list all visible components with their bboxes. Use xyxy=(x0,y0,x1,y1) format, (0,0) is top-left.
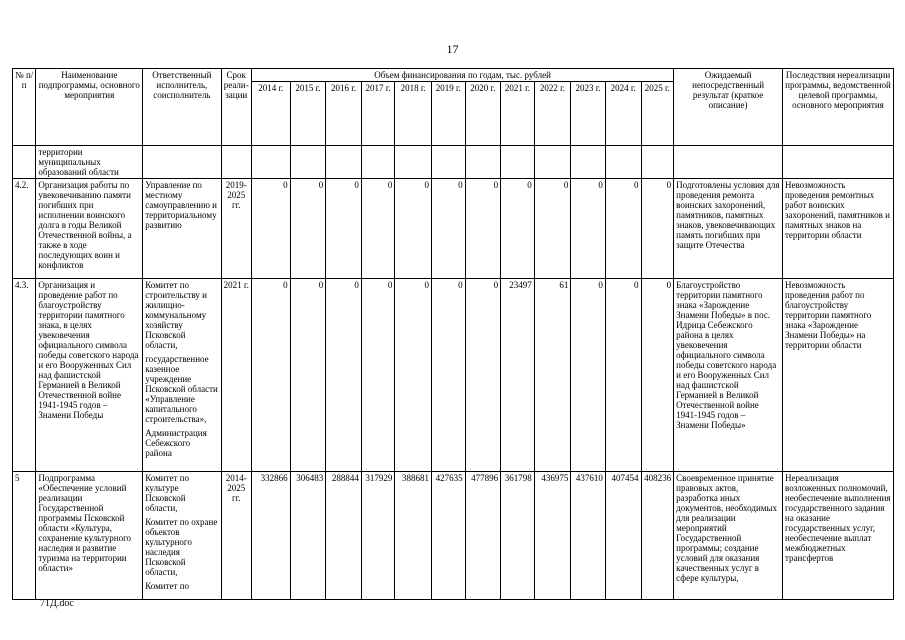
funding-value: 0 xyxy=(501,179,535,279)
row-executors xyxy=(143,279,221,472)
header-result: Ожидаемый непосредственный результат (краткое описание) xyxy=(674,69,783,146)
row-term: 2019-2025 гг. xyxy=(221,179,252,279)
funding-value: 0 xyxy=(534,179,571,279)
header-funding: Объем финансирования по годам, тыс. рублей xyxy=(252,69,674,82)
funding-value: 0 xyxy=(641,279,674,472)
row-consequences: Невозможность проведения работ по благоустройству территории памятного знака «Зарождение Знамени Победы» на территории области xyxy=(783,279,894,472)
funding-value: 408236 xyxy=(641,472,674,600)
funding-value xyxy=(501,146,535,179)
row-executors xyxy=(143,146,221,179)
row-term: 2021 г. xyxy=(221,279,252,472)
funding-value: 0 xyxy=(290,179,326,279)
header-executor: Ответственный исполнитель, соисполнитель xyxy=(143,69,221,146)
funding-value: 306483 xyxy=(290,472,326,600)
table-row xyxy=(13,472,894,600)
funding-value: 288844 xyxy=(326,472,362,600)
row-result: Благоустройство территории памятного знака «Зарождение Знамени Победы» в пос. Идрица Себежского района в целях увековечения официального символа победы советского народа и его Вооруженных Сил над фашистской Германией в Великой Отечественной войне 1941-1945 годов – Знамени Победы» xyxy=(674,279,783,472)
funding-value: 0 xyxy=(252,179,291,279)
funding-value: 388681 xyxy=(395,472,432,600)
funding-value: 427635 xyxy=(432,472,466,600)
executor-entry: Комитет по охране объектов культурного наследия Псковской области, xyxy=(145,517,218,577)
row-result: Подготовлены условия для проведения ремонта воинских захоронений, памятников, памятных знаков, увековечивающих память погибших при защите Отечества xyxy=(674,179,783,279)
funding-value xyxy=(571,146,606,179)
funding-value xyxy=(395,146,432,179)
funding-value: 0 xyxy=(571,179,606,279)
funding-value: 361798 xyxy=(501,472,535,600)
row-number: 4.3. xyxy=(13,279,36,472)
executor-entry: Комитет по культуре Псковской области, xyxy=(145,473,190,513)
table-row xyxy=(13,279,894,472)
funding-value: 0 xyxy=(641,179,674,279)
funding-value: 0 xyxy=(395,279,432,472)
funding-value xyxy=(290,146,326,179)
executor-entry: Комитет по строительству и жилищно-коммунальному хозяйству Псковской области, xyxy=(145,280,208,350)
page-number: 17 xyxy=(446,42,459,56)
funding-value xyxy=(361,146,395,179)
header-year: 2025 г. xyxy=(641,82,674,146)
funding-value: 332866 xyxy=(252,472,291,600)
header-year: 2024 г. xyxy=(605,82,641,146)
funding-value xyxy=(641,146,674,179)
row-result xyxy=(674,146,783,179)
funding-value xyxy=(605,146,641,179)
footer-filename: 71Д.doc xyxy=(40,598,74,609)
table-row xyxy=(13,179,894,279)
executor-entry: государственное казенное учреждение Псковской области «Управление капитального строительства», xyxy=(145,354,218,424)
funding-value: 0 xyxy=(605,179,641,279)
header-year: 2023 г. xyxy=(571,82,606,146)
header-year: 2018 г. xyxy=(395,82,432,146)
header-year: 2014 г. xyxy=(252,82,291,146)
row-consequences xyxy=(783,146,894,179)
funding-value: 0 xyxy=(395,179,432,279)
header-term: Срок реали-зации xyxy=(221,69,252,146)
funding-value: 0 xyxy=(361,279,395,472)
funding-value: 0 xyxy=(432,279,466,472)
row-number xyxy=(13,146,36,179)
executor-entry: Управление по местному самоуправлению и территориальному развитию xyxy=(145,180,217,230)
row-executors xyxy=(143,179,221,279)
funding-value: 0 xyxy=(326,179,362,279)
row-result: Своевременное принятие правовых актов, разработка иных документов, необходимых для реализации мероприятий Государственной программы; создание условий для оказания качественных услуг в сфере культуры, xyxy=(674,472,783,600)
funding-value: 0 xyxy=(361,179,395,279)
row-executors xyxy=(143,472,221,600)
header-year: 2022 г. xyxy=(534,82,571,146)
row-term xyxy=(221,146,252,179)
row-number: 4.2. xyxy=(13,179,36,279)
program-table xyxy=(12,68,894,600)
row-name: Организация работы по увековечиванию памяти погибших при исполнении воинского долга в годы Великой Отечественной войны, а также в ходе последующих воин и конфликтов xyxy=(36,179,143,279)
funding-value: 0 xyxy=(571,279,606,472)
row-name: территории муниципальных образований области xyxy=(36,146,143,179)
funding-value xyxy=(252,146,291,179)
funding-value xyxy=(326,146,362,179)
funding-value: 0 xyxy=(290,279,326,472)
header-year: 2015 г. xyxy=(290,82,326,146)
row-number: 5 xyxy=(13,472,36,600)
funding-value: 61 xyxy=(534,279,571,472)
funding-value xyxy=(534,146,571,179)
funding-value: 0 xyxy=(465,279,501,472)
funding-value: 477896 xyxy=(465,472,501,600)
funding-value: 0 xyxy=(432,179,466,279)
funding-value: 0 xyxy=(326,279,362,472)
row-consequences: Невозможность проведения ремонтных работ воинских захоронений, памятников и памятных знаков на территории области xyxy=(783,179,894,279)
funding-value: 407454 xyxy=(605,472,641,600)
row-term: 2014-2025 гг. xyxy=(221,472,252,600)
funding-value: 317929 xyxy=(361,472,395,600)
header-num: № п/п xyxy=(13,69,36,146)
header-year: 2016 г. xyxy=(326,82,362,146)
header-year: 2021 г. xyxy=(501,82,535,146)
header-consequences: Последствия нереализации программы, ведомственной целевой программы, основного мероприятия xyxy=(783,69,894,146)
executor-entry: Комитет по xyxy=(145,581,190,591)
row-name: Подпрограмма «Обеспечение условий реализации Государственной программы Псковской области «Культура, сохранение культурного наследия и развитие туризма на территории области» xyxy=(36,472,143,600)
funding-value xyxy=(432,146,466,179)
funding-value: 0 xyxy=(605,279,641,472)
funding-value: 436975 xyxy=(534,472,571,600)
executor-entry: Администрация Себежского района xyxy=(145,428,207,458)
funding-value: 437610 xyxy=(571,472,606,600)
header-year: 2020 г. xyxy=(465,82,501,146)
row-consequences: Нереализация возложенных полномочий, необеспечение выполнения государственного задания на оказание государственных услуг, необеспечение выплат межбюджетных трансфертов xyxy=(783,472,894,600)
header-year: 2017 г. xyxy=(361,82,395,146)
funding-value: 0 xyxy=(252,279,291,472)
row-name: Организация и проведение работ по благоустройству территории памятного знака, в целях увековечения официального символа победы советского народа и его Вооруженных Сил над фашистской Германией в Великой Отечественной войне 1941-1945 годов – Знамени Победы xyxy=(36,279,143,472)
table-row xyxy=(13,146,894,179)
funding-value: 23497 xyxy=(501,279,535,472)
funding-value: 0 xyxy=(465,179,501,279)
header-year: 2019 г. xyxy=(432,82,466,146)
header-name: Наименование подпрограммы, основного мероприятия xyxy=(36,69,143,146)
funding-value xyxy=(465,146,501,179)
